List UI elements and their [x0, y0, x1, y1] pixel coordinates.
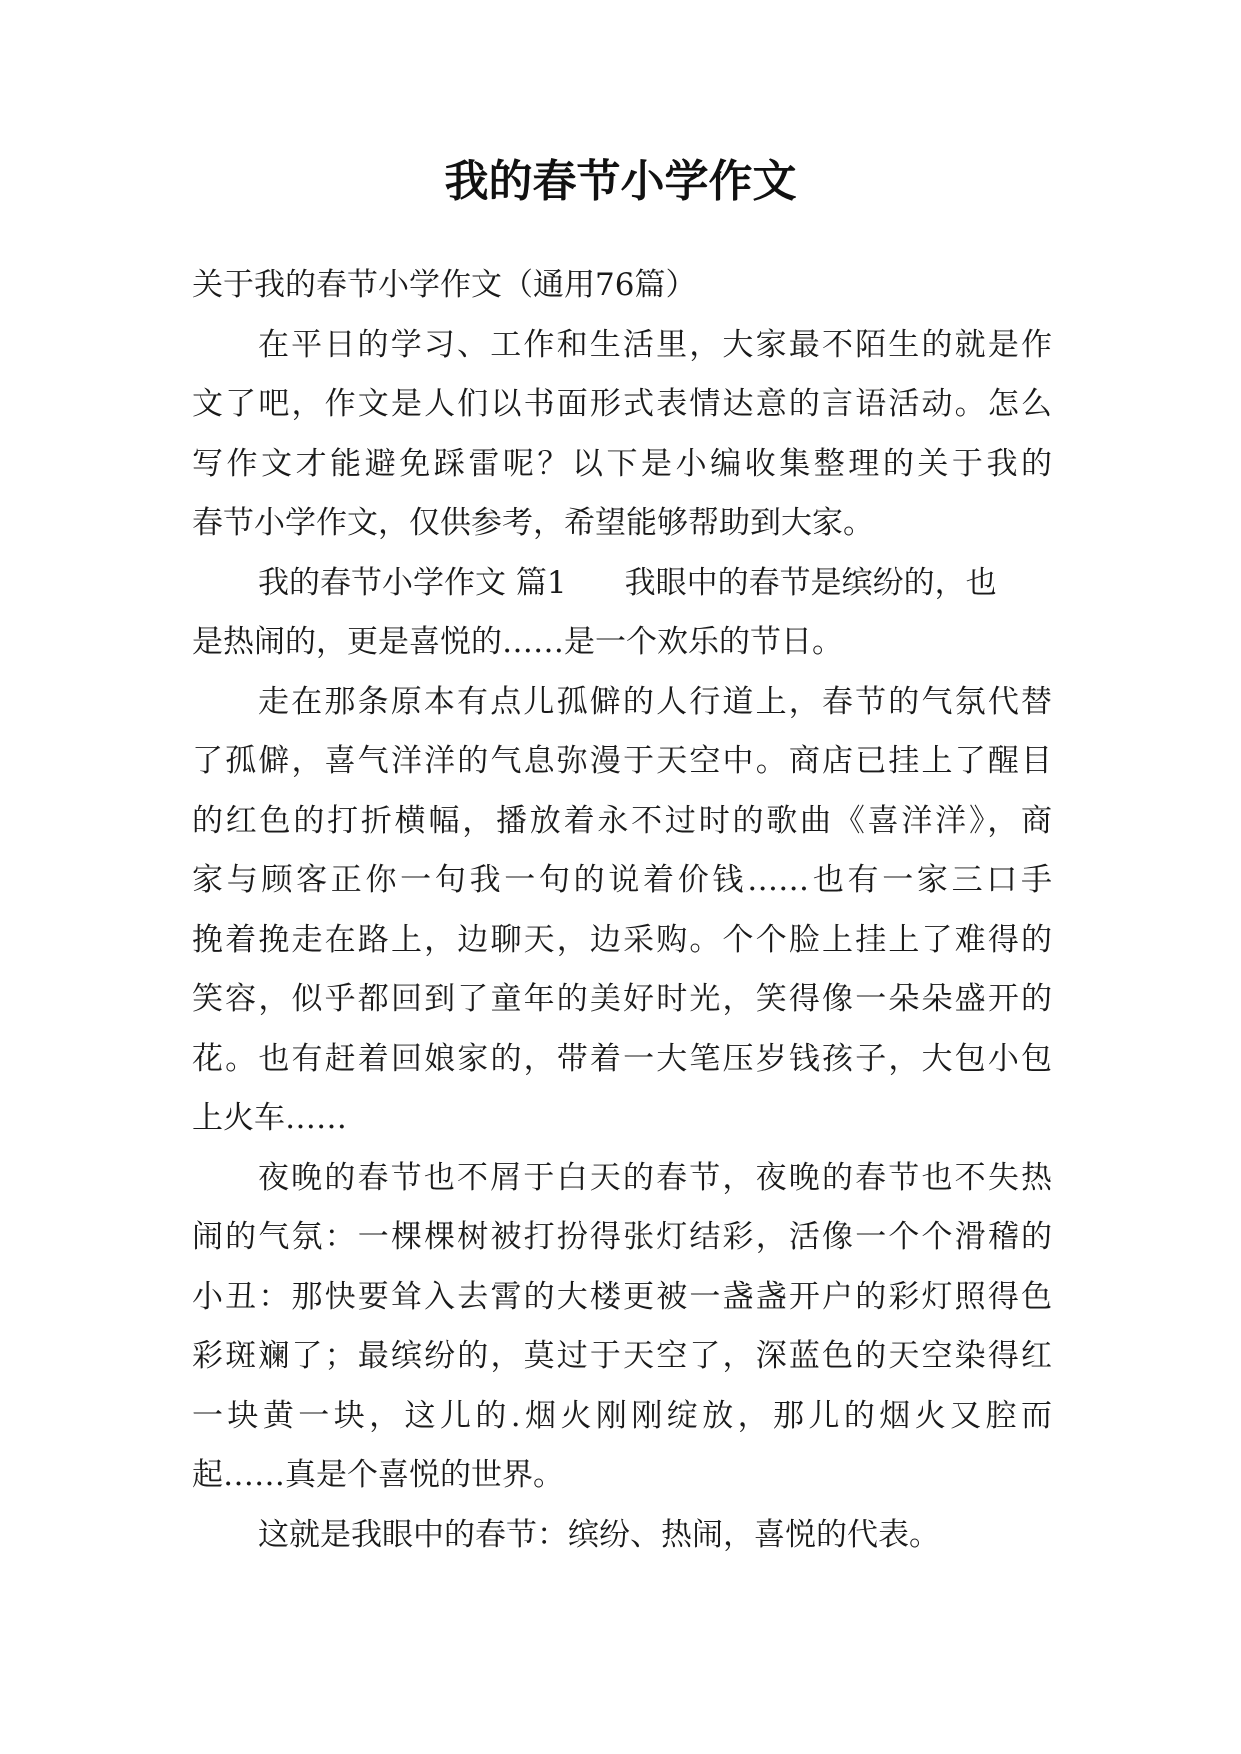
- paragraph-text: 我眼中的春节是缤纷的，也: [624, 564, 997, 601]
- paragraph-line: 一块黄一块，这儿的.烟火刚刚绽放，那儿的烟火又腔而: [192, 1397, 1052, 1434]
- paragraph-line: 挽着挽走在路上，边聊天，边采购。个个脸上挂上了难得的: [192, 921, 1052, 958]
- paragraph-line: 春节小学作文，仅供参考，希望能够帮助到大家。: [192, 505, 874, 541]
- document-subtitle: 关于我的春节小学作文（通用76篇）: [192, 267, 697, 303]
- paragraph-line: 花。也有赶着回娘家的，带着一大笔压岁钱孩子，大包小包: [192, 1040, 1052, 1077]
- paragraph-line: 了孤僻，喜气洋洋的气息弥漫于天空中。商店已挂上了醒目: [192, 743, 1052, 779]
- paragraph-line: 走在那条原本有点儿孤僻的人行道上，春节的气氛代替: [258, 683, 1052, 720]
- paragraph-line: 笑容，似乎都回到了童年的美好时光，笑得像一朵朵盛开的: [192, 981, 1052, 1017]
- paragraph-line: 夜晚的春节也不屑于白天的春节，夜晚的春节也不失热: [258, 1159, 1052, 1196]
- document-body: [192, 256, 1052, 1565]
- document-title: 我的春节小学作文: [444, 156, 797, 207]
- paragraph-line: 文了吧，作文是人们以书面形式表情达意的言语活动。怎么: [192, 386, 1052, 422]
- paragraph-line: 家与顾客正你一句我一句的说着价钱……也有一家三口手: [192, 862, 1052, 898]
- paragraph-line: 上火车……: [192, 1100, 347, 1136]
- paragraph-line: 的红色的打折横幅，播放着永不过时的歌曲《喜洋洋》，商: [192, 802, 1052, 839]
- paragraph-line: 在平日的学习、工作和生活里，大家最不陌生的就是作: [258, 326, 1052, 363]
- paragraph-line: 写作文才能避免踩雷呢？以下是小编收集整理的关于我的: [192, 445, 1052, 482]
- section-heading-line: [192, 554, 1052, 614]
- paragraph-line: 小丑：那快要耸入去霄的大楼更被一盏盏开户的彩灯照得色: [192, 1278, 1052, 1315]
- paragraph-line: 起……真是个喜悦的世界。: [192, 1457, 564, 1493]
- paragraph-line: 这就是我眼中的春节：缤纷、热闹，喜悦的代表。: [258, 1516, 940, 1553]
- paragraph-line: 闹的气氛：一棵棵树被打扮得张灯结彩，活像一个个滑稽的: [192, 1219, 1052, 1255]
- paragraph-line: 彩斑斓了；最缤纷的，莫过于天空了，深蓝色的天空染得红: [192, 1338, 1052, 1374]
- paragraph-line: 是热闹的，更是喜悦的……是一个欢乐的节日。: [192, 624, 843, 660]
- section-heading: 我的春节小学作文 篇1: [258, 564, 567, 601]
